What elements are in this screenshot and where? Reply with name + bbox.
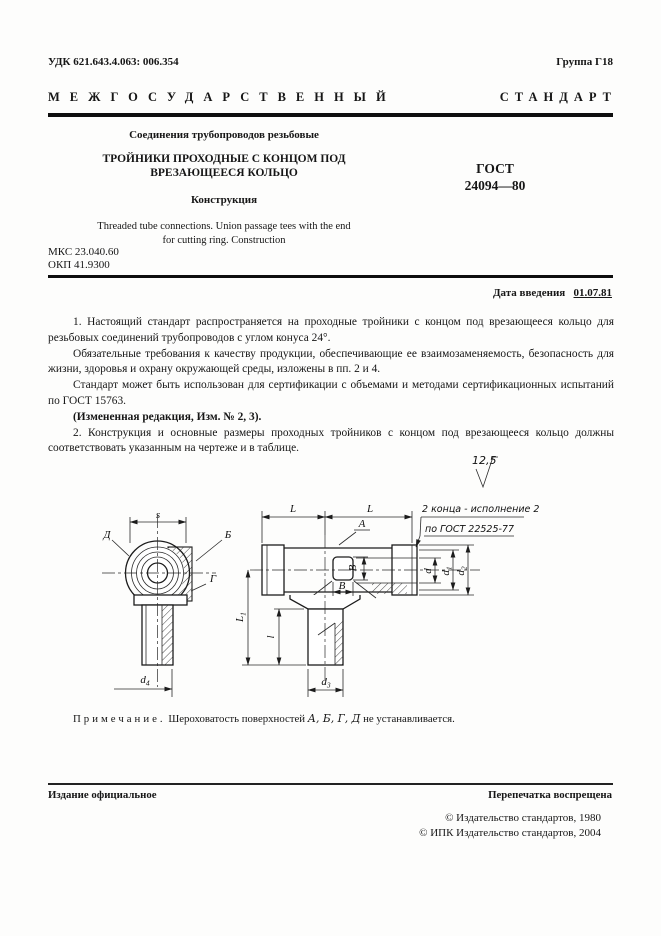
- footer-reprint-notice: Перепечатка воспрещена: [488, 789, 612, 801]
- copyright-line2: © ИПК Издательство стандартов, 2004: [419, 826, 601, 839]
- dim-L-left-label: L: [289, 503, 297, 515]
- title-main-line1: ТРОЙНИКИ ПРОХОДНЫЕ С КОНЦОМ ПОД: [102, 153, 346, 165]
- title-subtitle: Конструкция: [190, 194, 258, 206]
- codes-rule: [48, 275, 613, 278]
- paragraph-amendment: (Измененная редакция, Изм. № 2, 3).: [73, 410, 262, 423]
- dim-B-vertical-label: В: [347, 564, 359, 572]
- title-english-line1: Threaded tube connections. Union passage tees with the end: [97, 221, 351, 232]
- dim-d3-label: $d_3$: [321, 676, 331, 690]
- standard-kind-banner: [48, 90, 617, 105]
- dim-L-right-label: L: [366, 503, 374, 515]
- body-text: [48, 315, 614, 457]
- dim-L1-label: $L_1$: [234, 612, 248, 622]
- copyright-block: [419, 811, 601, 840]
- effective-date-row: [48, 287, 612, 299]
- group-code: Группа Г18: [556, 56, 613, 68]
- front-view: [234, 503, 539, 697]
- surface-a-label: A: [358, 518, 366, 530]
- dim-d1-label: $d_1$: [440, 566, 454, 576]
- title-block: [48, 129, 400, 247]
- paragraph-2: Обязательные требования к качеству продукции, обеспечивающие ее взаимозаменяемость, безопасность для жизни, здоровья и охрану окружающей среды, изложены в пп. 2 и 4.: [48, 347, 614, 376]
- standard-kind-word1: МЕЖГОСУДАРСТВЕННЫЙ: [48, 90, 396, 104]
- drawing-note: [73, 712, 455, 725]
- standard-kind-word2: СТАНДАРТ: [499, 90, 617, 104]
- udk-code: УДК 621.643.4.063: 006.354: [48, 56, 179, 68]
- dim-d-label: d: [422, 568, 434, 574]
- paragraph-1: 1. Настоящий стандарт распространяется на проходные тройники с концом под врезающееся кольцо для резьбовых соединений трубопроводов с углом конуса 24°.: [48, 316, 614, 344]
- roughness-mark: [472, 454, 498, 487]
- header-meta-row: [48, 56, 613, 68]
- paragraph-5: 2. Конструкция и основные размеры проходных тройников с концом под врезающееся кольцо должны соответствовать указанным на чертеже и в таблице.: [48, 426, 614, 455]
- title-subject: Соединения трубопроводов резьбовые: [129, 129, 319, 141]
- callout-line1: 2 конца - исполнение 2: [422, 504, 540, 515]
- dim-s-label: s: [155, 509, 161, 521]
- footer-official-edition: Издание официальное: [48, 789, 157, 801]
- surface-b-label: Б: [224, 529, 232, 541]
- dim-l-label: l: [265, 635, 277, 639]
- mks-code: МКС 23.040.60: [48, 246, 119, 258]
- header-rule: [48, 113, 613, 117]
- note-label: Примечание.: [73, 713, 166, 725]
- note-tail: не устанавливается.: [363, 713, 455, 725]
- footer-row: [48, 789, 612, 801]
- side-view-shoulder: [134, 595, 187, 605]
- ends-callout: [416, 504, 539, 547]
- dim-d2-label: $d_2$: [455, 566, 469, 576]
- dim-d4-label: $d_4$: [140, 674, 150, 688]
- note-text: Шероховатость поверхностей: [168, 713, 306, 725]
- effective-date-value: 01.07.81: [573, 287, 612, 299]
- gost-designation: [420, 160, 570, 194]
- classification-codes: [48, 246, 119, 271]
- title-english-line2: for cutting ring. Construction: [162, 234, 286, 246]
- note-surfaces: А, Б, Г, Д: [307, 712, 361, 725]
- tee-construction-drawing: [50, 447, 610, 712]
- gost-number: 24094—80: [464, 178, 526, 193]
- copyright-line1: © Издательство стандартов, 1980: [445, 812, 601, 824]
- surface-g-label: Г: [209, 573, 217, 585]
- effective-date-label: Дата введения: [492, 287, 566, 299]
- callout-line2: по ГОСТ 22525-77: [425, 524, 515, 535]
- okp-code: ОКП 41.9300: [48, 258, 110, 271]
- footer-rule: [48, 783, 613, 785]
- title-main-line2: ВРЕЗАЮЩЕЕСЯ КОЛЬЦО: [150, 166, 298, 179]
- dim-B-horizontal-label: В: [338, 580, 346, 592]
- paragraph-3: Стандарт может быть использован для сертификации с объемами и методами сертификационных испытаний по ГОСТ 15763.: [48, 379, 614, 407]
- surface-d-label: Д: [103, 529, 111, 541]
- roughness-value: 12,5: [472, 454, 497, 467]
- side-view: [102, 509, 232, 697]
- gost-label: ГОСТ: [476, 161, 514, 176]
